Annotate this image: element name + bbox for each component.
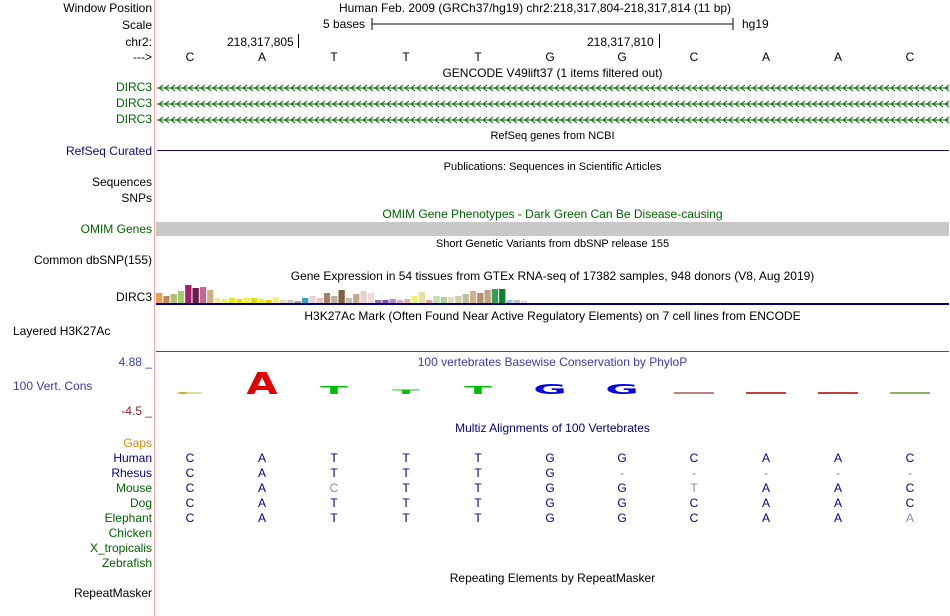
alignment-base: A [833, 511, 842, 525]
sequence-base: T [402, 50, 410, 64]
coord-1: 218,317,805 [227, 35, 294, 49]
alignment-base: G [617, 496, 627, 510]
window-position-value: Human Feb. 2009 (GRCh37/hg19) chr2:218,317,804-218,317,814 (11 bp) [339, 1, 732, 15]
species-label[interactable]: Mouse [115, 481, 152, 495]
species-label[interactable]: Chicken [108, 526, 152, 540]
gtex-tissue-bar[interactable] [463, 294, 469, 303]
species-label[interactable]: Zebrafish [101, 556, 152, 570]
alignment-base: T [402, 466, 410, 480]
scale-text: 5 bases [323, 17, 366, 31]
alignment-base: G [545, 511, 555, 525]
gtex-tissue-bar[interactable] [207, 290, 213, 303]
alignment-base: - [764, 466, 768, 480]
gtex-tissue-bar[interactable] [178, 291, 184, 303]
alignment-base: A [833, 481, 842, 495]
dbsnp-title[interactable]: Short Genetic Variants from dbSNP release 155 [435, 238, 670, 250]
sequence-base: C [689, 50, 699, 64]
conservation-logo-letter: T [464, 384, 492, 397]
alignment-base: A [761, 496, 770, 510]
sequence-base: A [761, 50, 770, 64]
alignment-base: A [257, 481, 266, 495]
gtex-tissue-bar[interactable] [485, 290, 491, 303]
conservation-logo-mark [890, 392, 930, 394]
alignment-base: A [761, 481, 770, 495]
alignment-base: T [402, 451, 410, 465]
repeatmasker-title[interactable]: Repeating Elements by RepeatMasker [449, 571, 656, 585]
alignment-base: C [689, 511, 699, 525]
alignment-base: C [905, 496, 915, 510]
sequence-base: A [833, 50, 842, 64]
alignment-base: C [185, 451, 195, 465]
alignment-base: T [474, 511, 482, 525]
gtex-tissue-bar[interactable] [309, 296, 315, 303]
publications-title[interactable]: Publications: Sequences in Scientific Articles [443, 161, 662, 173]
sequence-base: G [617, 50, 627, 64]
gencode-transcript[interactable] [157, 100, 949, 108]
coord-2: 218,317,810 [587, 35, 654, 49]
sequence-base: C [185, 50, 195, 64]
scale-bar [371, 16, 736, 32]
alignment-base: A [905, 511, 914, 525]
conservation-logo-mark [674, 392, 714, 394]
h3k27ac-baseline [156, 351, 949, 352]
scale-label: Scale [121, 18, 152, 32]
alignment-base: A [761, 451, 770, 465]
alignment-base: C [905, 481, 915, 495]
alignment-base: C [185, 481, 195, 495]
gtex-tissue-bar[interactable] [360, 291, 366, 303]
alignment-base: C [689, 496, 699, 510]
alignment-base: - [692, 466, 696, 480]
gencode-title[interactable]: GENCODE V49lift37 (1 items filtered out) [442, 66, 663, 80]
gtex-tissue-bar[interactable] [412, 296, 418, 303]
species-label[interactable]: Human [113, 451, 152, 465]
conservation-logo-letter: T [392, 388, 420, 396]
omim-title[interactable]: OMIM Gene Phenotypes - Dark Green Can Be Disease-causing [382, 207, 723, 221]
chrom-label: chr2: [125, 35, 152, 49]
gtex-tissue-bar[interactable] [368, 293, 374, 303]
alignment-base: G [545, 496, 555, 510]
refseq-label[interactable]: RefSeq Curated [65, 144, 152, 158]
alignment-base: T [330, 496, 338, 510]
repeatmasker-label[interactable]: RepeatMasker [73, 586, 152, 600]
omim-label[interactable]: OMIM Genes [80, 222, 152, 236]
gtex-tissue-bar[interactable] [419, 292, 425, 303]
conservation-logo-letter: T [320, 384, 348, 397]
gtex-gene-line [156, 303, 949, 305]
conservation-logo-letter: A [246, 367, 278, 402]
species-label[interactable]: Dog [129, 496, 152, 510]
alignment-base: G [617, 511, 627, 525]
refseq-gene-line[interactable] [157, 150, 949, 151]
coord-1-tick [298, 34, 299, 48]
sequence-base: T [330, 50, 338, 64]
alignment-base: A [257, 496, 266, 510]
sequence-base: T [474, 50, 482, 64]
refseq-title[interactable]: RefSeq genes from NCBI [490, 130, 615, 142]
alignment-base: T [474, 466, 482, 480]
alignment-base: C [905, 451, 915, 465]
phylop-max-label: 4.88 _ [118, 355, 152, 369]
gencode-transcript[interactable] [157, 116, 949, 124]
gtex-tissue-bar[interactable] [185, 285, 191, 303]
alignment-base: T [402, 511, 410, 525]
gtex-tissue-bar[interactable] [492, 289, 498, 303]
dbsnp-label[interactable]: Common dbSNP(155) [33, 253, 152, 267]
gtex-tissue-bar[interactable] [477, 293, 483, 303]
alignment-base: A [257, 466, 266, 480]
alignment-base: C [185, 496, 195, 510]
alignment-base: T [402, 481, 410, 495]
gtex-tissue-bar[interactable] [163, 296, 169, 303]
alignment-base: - [908, 466, 912, 480]
omim-phenotype-bar[interactable] [156, 222, 949, 236]
alignment-base: C [185, 511, 195, 525]
gtex-tissue-bar[interactable] [171, 294, 177, 303]
gtex-tissue-bar[interactable] [455, 296, 461, 303]
window-position-label: Window Position [63, 1, 152, 15]
phylop-title[interactable]: 100 vertebrates Basewise Conservation by PhyloP [417, 355, 688, 369]
conservation-logo-letter: C [175, 391, 205, 395]
label-divider [154, 0, 155, 616]
alignment-base: C [689, 451, 699, 465]
alignment-base: T [330, 451, 338, 465]
sequence-base: C [905, 50, 915, 64]
gtex-tissue-bar[interactable] [353, 294, 359, 303]
alignment-base: T [402, 496, 410, 510]
gtex-tissue-bar[interactable] [200, 287, 206, 303]
alignment-base: G [545, 466, 555, 480]
alignment-base: T [330, 511, 338, 525]
alignment-base: C [329, 481, 339, 495]
gtex-title[interactable]: Gene Expression in 54 tissues from GTEx RNA-seq of 17382 samples, 948 donors (V8, Aug 2019) [290, 269, 815, 283]
conservation-logo-letter: G [605, 381, 639, 398]
phylop-min-label: -4.5 _ [121, 404, 152, 418]
gtex-label[interactable]: DIRC3 [115, 290, 152, 304]
gencode-transcript[interactable] [157, 84, 949, 92]
alignment-base: C [185, 466, 195, 480]
alignment-base: A [833, 496, 842, 510]
gtex-tissue-bar[interactable] [156, 293, 162, 303]
species-label[interactable]: Elephant [104, 511, 152, 525]
gtex-expression-bars[interactable] [156, 284, 556, 304]
alignment-base: G [617, 481, 627, 495]
alignment-base: T [690, 481, 698, 495]
coord-2-tick [659, 34, 660, 48]
alignment-base: - [836, 466, 840, 480]
strand-label: ---> [133, 50, 152, 64]
gaps-label[interactable]: Gaps [123, 436, 152, 450]
alignment-base: G [545, 481, 555, 495]
gtex-tissue-bar[interactable] [470, 291, 476, 303]
gtex-tissue-bar[interactable] [499, 289, 505, 303]
gtex-tissue-bar[interactable] [433, 296, 439, 303]
conservation-logo-mark [746, 392, 786, 394]
alignment-base: A [833, 451, 842, 465]
alignment-base: T [474, 496, 482, 510]
gtex-tissue-bar[interactable] [331, 296, 337, 303]
multiz-title[interactable]: Multiz Alignments of 100 Vertebrates [455, 421, 650, 435]
alignment-base: T [474, 481, 482, 495]
conservation-logo-mark [818, 392, 858, 394]
alignment-base: T [474, 451, 482, 465]
publications-sequences-label[interactable]: Sequences [91, 175, 152, 189]
alignment-base: A [257, 451, 266, 465]
sequence-base: G [545, 50, 555, 64]
h3k27ac-label[interactable]: Layered H3K27Ac [13, 324, 111, 338]
publications-snps-label[interactable]: SNPs [121, 191, 152, 205]
gencode-row-label[interactable]: DIRC3 [115, 96, 152, 110]
scale-assembly: hg19 [742, 17, 769, 31]
species-label[interactable]: Rhesus [111, 466, 152, 480]
alignment-base: G [545, 451, 555, 465]
gtex-tissue-bar[interactable] [193, 288, 199, 303]
conservation-logo-letter: G [533, 381, 567, 398]
gencode-row-label[interactable]: DIRC3 [115, 80, 152, 94]
alignment-base: T [330, 466, 338, 480]
phylop-label[interactable]: 100 Vert. Cons [13, 379, 93, 393]
h3k27ac-title[interactable]: H3K27Ac Mark (Often Found Near Active Regulatory Elements) on 7 cell lines from ENCODE [304, 309, 801, 323]
species-label[interactable]: X_tropicalis [89, 541, 152, 555]
gtex-tissue-bar[interactable] [324, 293, 330, 303]
gtex-tissue-bar[interactable] [339, 290, 345, 303]
alignment-base: G [617, 451, 627, 465]
alignment-base: - [620, 466, 624, 480]
sequence-base: A [257, 50, 266, 64]
gencode-row-label[interactable]: DIRC3 [115, 112, 152, 126]
alignment-base: A [257, 511, 266, 525]
alignment-base: A [761, 511, 770, 525]
conservation-logo[interactable] [155, 367, 950, 402]
